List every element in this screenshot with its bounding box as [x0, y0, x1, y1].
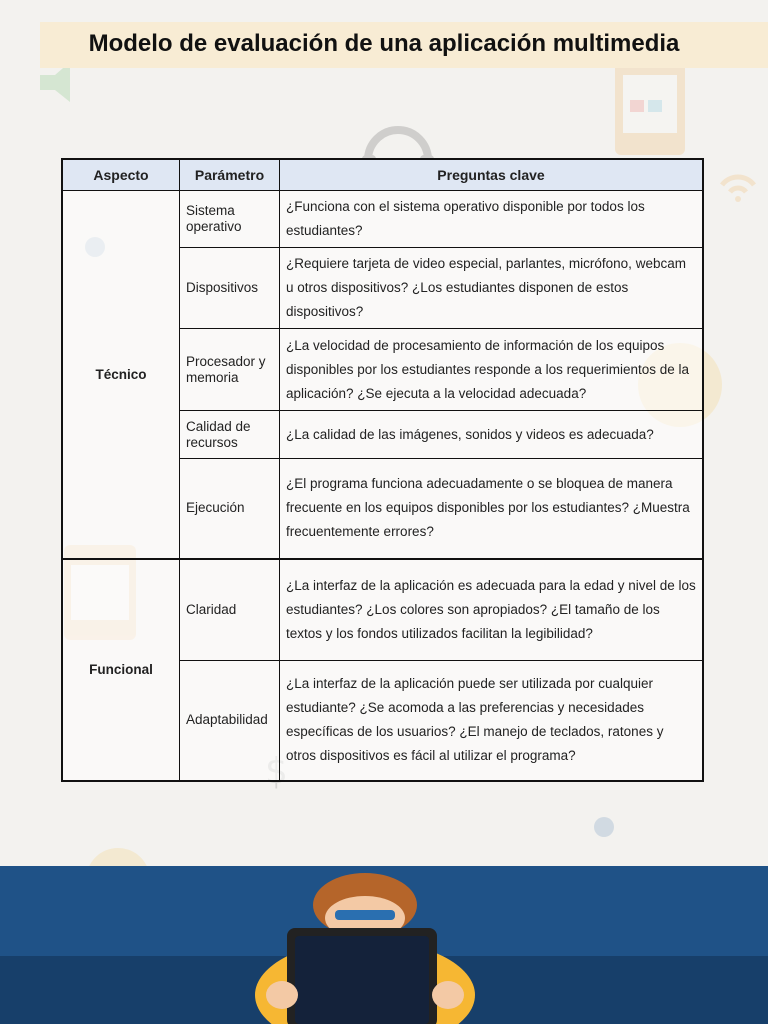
table-row [62, 559, 703, 661]
question-cell: ¿Funciona con el sistema operativo disponible por todos los estudiantes? [280, 191, 704, 248]
param-cell: Adaptabilidad [180, 661, 280, 781]
header-aspecto: Aspecto [62, 159, 180, 191]
param-cell: Ejecución [180, 459, 280, 559]
evaluation-table [61, 158, 704, 782]
question-cell: ¿Requiere tarjeta de video especial, parlantes, micrófono, webcam u otros dispositivos? ¿Los estudiantes disponen de estos dispositivos? [280, 248, 704, 329]
param-cell: Sistema operativo [180, 191, 280, 248]
page-title: Modelo de evaluación de una aplicación multimedia [88, 30, 680, 57]
question-cell: ¿La calidad de las imágenes, sonidos y videos es adecuada? [280, 411, 704, 459]
question-cell: ¿El programa funciona adecuadamente o se bloquea de manera frecuente en los equipos disponibles por los estudiantes? ¿Muestra frecuentemente errores? [280, 459, 704, 559]
monitor-icon [615, 55, 685, 155]
question-cell: ¿La interfaz de la aplicación puede ser utilizada por cualquier estudiante? ¿Se acomoda a las preferencias y necesidades específicas de los usuarios? ¿El manejo de teclados, ratones y otros dispositivos es fácil al utilizar el programa? [280, 661, 704, 781]
speaker-icon [40, 62, 70, 102]
header-parametro: Parámetro [180, 159, 280, 191]
wifi-icon [722, 177, 754, 202]
param-cell: Calidad de recursos [180, 411, 280, 459]
table-row [62, 191, 703, 248]
param-cell: Claridad [180, 559, 280, 661]
table-header-row [62, 159, 703, 191]
param-cell: Dispositivos [180, 248, 280, 329]
header-preguntas: Preguntas clave [280, 159, 704, 191]
question-cell: ¿La velocidad de procesamiento de información de los equipos disponibles por los estudiantes responde a los requerimientos de la aplicación? ¿Se ejecuta a la velocidad adecuada? [280, 329, 704, 411]
aspect-funcional: Funcional [62, 559, 180, 781]
footer-band-dark [0, 956, 768, 1024]
question-cell: ¿La interfaz de la aplicación es adecuada para la edad y nivel de los estudiantes? ¿Los colores son apropiados? ¿El tamaño de los textos y los fondos utilizados facilitan la legibilidad? [280, 559, 704, 661]
param-cell: Procesador y memoria [180, 329, 280, 411]
aspect-tecnico: Técnico [62, 191, 180, 559]
